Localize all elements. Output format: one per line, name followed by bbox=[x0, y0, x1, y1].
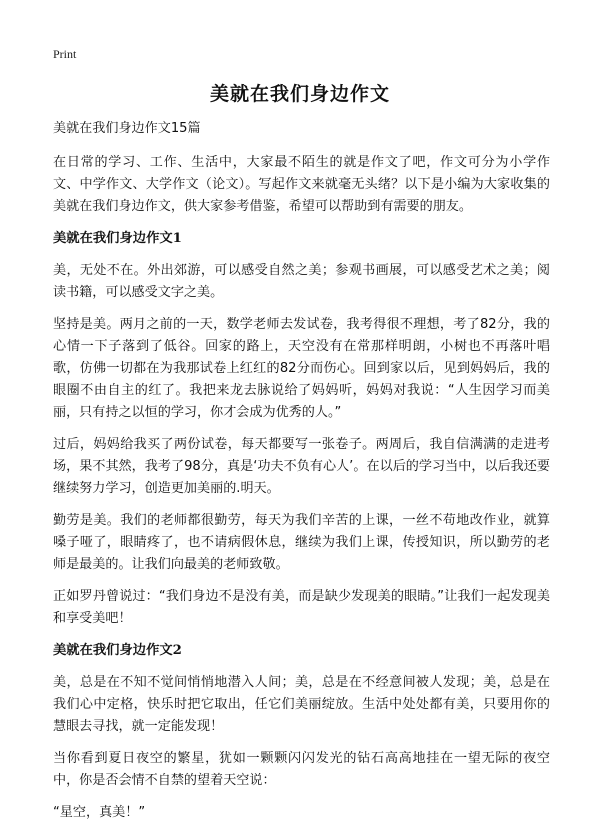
paragraph: 勤劳是美。我们的老师都很勤劳，每天为我们辛苦的上课，一丝不苟地改作业，就算嗓子哑了，眼睛疼了，也不请病假休息，继续为我们上课，传授知识，所以勤劳的老师是最美的。让我们向最美的老师致敬。 bbox=[53, 513, 550, 572]
print-link[interactable]: Print bbox=[53, 47, 77, 61]
paragraph: 坚持是美。两月之前的一天，数学老师去发试卷，我考得很不理想，考了82分，我的心情一下子落到了低谷。回家的路上，天空没有在常那样明朗，小树也不再落叶唱歌，仿佛一切都在为我那试卷上红红的82分而伤心。回到家以后，见到妈妈后，我的眼圈不由自主的红了。我把来龙去脉说给了妈妈听，妈妈对我说：“人生因学习而美丽，只有持之以恒的学习，你才会成为优秀的人。” bbox=[53, 317, 550, 420]
section-heading: 美就在我们身边作文1 bbox=[53, 231, 182, 246]
intro-paragraph: 在日常的学习、工作、生活中，大家最不陌生的就是作文了吧，作文可分为小学作文、中学作文、大学作文（论文）。写起作文来就毫无头绪？以下是小编为大家收集的美就在我们身边作文，供大家参考借鉴，希望可以帮助到有需要的朋友。 bbox=[53, 155, 550, 214]
article-subtitle: 美就在我们身边作文15篇 bbox=[53, 121, 201, 136]
paragraph: 美，总是在不知不觉间悄悄地潜入人间；美，总是在不经意间被人发现；美，总是在我们心中定格，快乐时把它取出，任它们美丽绽放。生活中处处都有美，只要用你的慧眼去寻找，就一定能发现！ bbox=[53, 675, 550, 734]
paragraph: 过后，妈妈给我买了两份试卷，每天都要写一张卷子。两周后，我自信满满的走进考场，果不其然，我考了98分，真是‘功夫不负有心人’。在以后的学习当中，以后我还要继续努力学习，创造更加美丽的.明天。 bbox=[53, 437, 550, 496]
page-title: 美就在我们身边作文 bbox=[209, 83, 390, 105]
paragraph: “星空，真美！” bbox=[53, 805, 146, 820]
section-heading: 美就在我们身边作文2 bbox=[53, 643, 182, 658]
paragraph: 美，无处不在。外出郊游，可以感受自然之美；参观书画展，可以感受艺术之美；阅读书籍，可以感受文字之美。 bbox=[53, 263, 550, 300]
article-body bbox=[53, 118, 550, 834]
paragraph: 正如罗丹曾说过：“我们身边不是没有美，而是缺少发现美的眼睛。”让我们一起发现美和享受美吧！ bbox=[53, 589, 550, 626]
paragraph: 当你看到夏日夜空的繁星，犹如一颗颗闪闪发光的钻石高高地挂在一望无际的夜空中，你是否会情不自禁的望着天空说： bbox=[53, 751, 550, 788]
